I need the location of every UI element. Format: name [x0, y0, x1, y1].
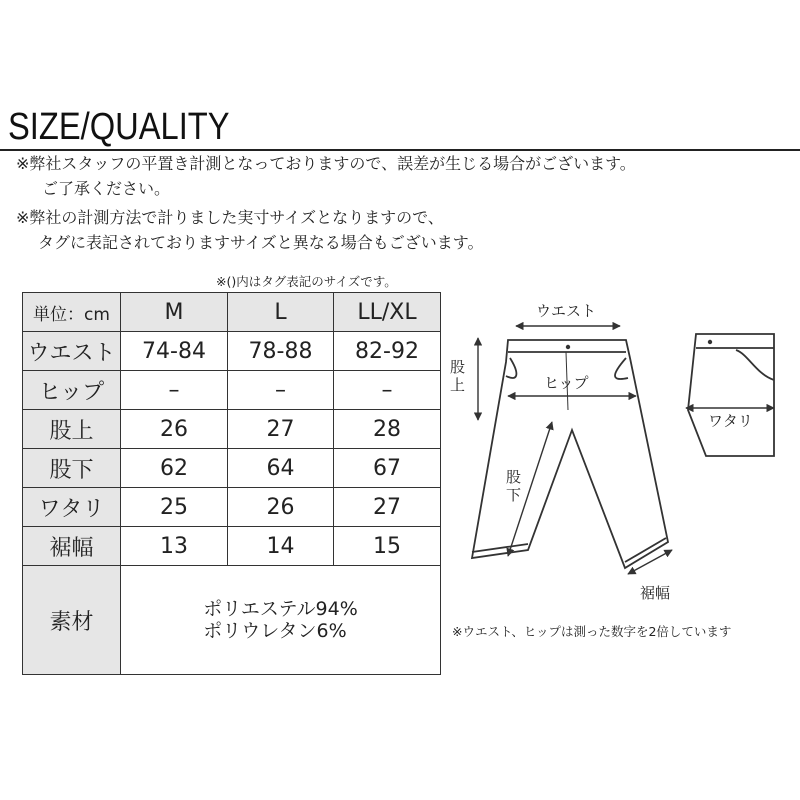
table-cell: 27: [334, 488, 441, 527]
hip-label: ヒップ: [544, 374, 589, 392]
waist-button-icon: [566, 345, 570, 349]
table-cell: 27: [228, 410, 334, 449]
table-cell: 14: [228, 527, 334, 566]
table-row-rise: [23, 410, 441, 449]
note-measurement-line2: ご了承ください。: [42, 179, 171, 198]
table-cell: –: [121, 371, 228, 410]
rise-label-1: 股: [450, 358, 466, 376]
row-label: ワタリ: [23, 488, 121, 527]
table-row-material: [23, 566, 441, 675]
material-line-2: ポリウレタン6%: [203, 619, 347, 642]
row-label: ヒップ: [23, 371, 121, 410]
material-cell: [121, 566, 441, 675]
table-cell: 26: [121, 410, 228, 449]
size-header-m: M: [121, 293, 228, 332]
table-cell: 26: [228, 488, 334, 527]
size-table: [22, 292, 441, 675]
material-line-1: ポリエステル94%: [203, 597, 358, 620]
table-header-row: [23, 293, 441, 332]
back-button-icon: [708, 340, 712, 344]
size-header-ll-xl: LL/XL: [334, 293, 441, 332]
table-note: ※()内はタグ表記のサイズです。: [216, 274, 397, 289]
row-label: ウエスト: [23, 332, 121, 371]
table-cell: 13: [121, 527, 228, 566]
pants-back-illustration: [688, 334, 774, 456]
table-cell: 15: [334, 527, 441, 566]
table-row-waist: [23, 332, 441, 371]
table-cell: 62: [121, 449, 228, 488]
inseam-label-1: 股: [506, 468, 522, 486]
unit-label: 単位：cm: [23, 293, 121, 332]
note-method-line2: タグに表記されておりますサイズと異なる場合もございます。: [38, 233, 484, 252]
table-cell: 67: [334, 449, 441, 488]
rise-label-2: 上: [450, 376, 466, 394]
table-cell: 78-88: [228, 332, 334, 371]
table-row-hip: [23, 371, 441, 410]
table-cell: –: [334, 371, 441, 410]
note-method-line1: ※弊社の計測方法で計りました実寸サイズとなりますので、: [16, 208, 444, 227]
table-row-inseam: [23, 449, 441, 488]
hem-label: 裾幅: [640, 584, 671, 602]
page-title: SIZE/QUALITY: [8, 106, 230, 148]
table-cell: 64: [228, 449, 334, 488]
row-label: 裾幅: [23, 527, 121, 566]
diagram-note: ※ウエスト、ヒップは測った数字を2倍しています: [452, 624, 732, 639]
table-cell: 25: [121, 488, 228, 527]
inseam-label-2: 下: [506, 486, 522, 504]
size-header-l: L: [228, 293, 334, 332]
table-cell: 74-84: [121, 332, 228, 371]
row-label: 股上: [23, 410, 121, 449]
table-cell: 82-92: [334, 332, 441, 371]
table-row-thigh: [23, 488, 441, 527]
table-cell: –: [228, 371, 334, 410]
table-cell: 28: [334, 410, 441, 449]
row-label: 股下: [23, 449, 121, 488]
pants-measurement-diagram: [440, 290, 800, 610]
material-label: 素材: [23, 566, 121, 675]
table-row-hem: [23, 527, 441, 566]
title-divider: [0, 149, 800, 151]
thigh-label: ワタリ: [708, 412, 753, 430]
waist-label: ウエスト: [536, 302, 597, 320]
note-measurement-line1: ※弊社スタッフの平置き計測となっておりますので、誤差が生じる場合がございます。: [16, 154, 636, 173]
